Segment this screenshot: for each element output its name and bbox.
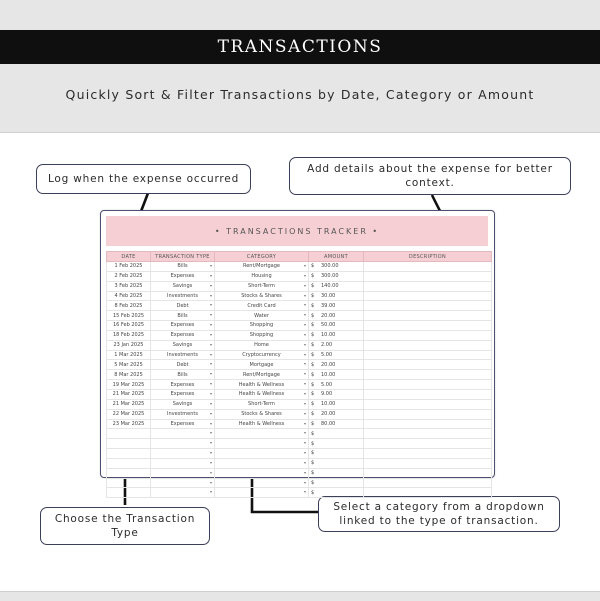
currency-symbol: $ [311, 479, 315, 486]
category-value: Water [254, 312, 269, 319]
description-cell[interactable] [364, 321, 492, 331]
amount-value: 30.00 [321, 292, 336, 299]
chevron-down-icon[interactable]: ▾ [303, 282, 306, 288]
category-value: Short-Term [248, 283, 275, 290]
amount-value: 10.00 [321, 332, 336, 339]
date-cell[interactable]: 1 Feb 2025 [107, 262, 151, 272]
amount-value: 2.00 [321, 342, 333, 349]
date-cell[interactable]: 18 Feb 2025 [107, 330, 151, 340]
chevron-down-icon[interactable]: ▾ [303, 430, 306, 436]
chevron-down-icon[interactable]: ▾ [209, 390, 212, 396]
transaction-type-value: Investments [167, 352, 198, 359]
currency-symbol: $ [311, 312, 315, 319]
currency-symbol: $ [311, 263, 315, 270]
chevron-down-icon[interactable]: ▾ [303, 410, 306, 416]
chevron-down-icon[interactable]: ▾ [303, 390, 306, 396]
chevron-down-icon[interactable]: ▾ [303, 400, 306, 406]
chevron-down-icon[interactable]: ▾ [303, 351, 306, 357]
table-row [107, 389, 492, 399]
category-value: Shopping [249, 332, 274, 339]
amount-cell[interactable] [309, 291, 364, 301]
transaction-type-value: Bills [177, 371, 188, 378]
chevron-down-icon[interactable]: ▾ [303, 450, 306, 456]
table-row [107, 360, 492, 370]
category-dropdown[interactable] [215, 409, 309, 419]
description-cell[interactable] [364, 449, 492, 459]
amount-value: 9.00 [321, 391, 333, 398]
chevron-down-icon[interactable]: ▾ [303, 263, 306, 268]
category-value: Housing [251, 273, 272, 280]
category-dropdown[interactable] [215, 439, 309, 449]
amount-cell[interactable] [309, 468, 364, 478]
chevron-down-icon[interactable]: ▾ [209, 400, 212, 406]
category-dropdown[interactable] [215, 262, 309, 272]
currency-symbol: $ [311, 361, 315, 368]
category-dropdown[interactable] [215, 291, 309, 301]
transaction-type-dropdown[interactable] [151, 321, 215, 331]
description-cell[interactable] [364, 271, 492, 281]
category-dropdown[interactable] [215, 340, 309, 350]
category-dropdown[interactable] [215, 311, 309, 321]
category-value: Short-Term [248, 401, 275, 408]
currency-symbol: $ [311, 470, 315, 477]
amount-value: 80.00 [321, 420, 336, 427]
amount-value: 300.00 [321, 263, 339, 270]
table-row [107, 488, 492, 498]
table-body [107, 262, 492, 498]
amount-cell[interactable] [309, 478, 364, 488]
category-value: Rent/Mortgage [242, 371, 281, 378]
amount-cell[interactable] [309, 360, 364, 370]
transaction-type-dropdown[interactable] [151, 478, 215, 488]
chevron-down-icon[interactable]: ▾ [209, 272, 212, 278]
transaction-type-dropdown[interactable] [151, 281, 215, 291]
chevron-down-icon[interactable]: ▾ [209, 282, 212, 288]
table-row [107, 439, 492, 449]
date-cell[interactable] [107, 458, 151, 468]
description-cell[interactable] [364, 409, 492, 419]
category-dropdown[interactable] [215, 360, 309, 370]
transaction-type-dropdown[interactable] [151, 409, 215, 419]
table-row [107, 271, 492, 281]
transaction-type-dropdown[interactable] [151, 301, 215, 311]
category-value: Health & Wellness [238, 391, 285, 398]
date-cell[interactable]: 21 Mar 2025 [107, 399, 151, 409]
currency-symbol: $ [311, 302, 315, 309]
transaction-type-value: Expenses [170, 381, 195, 388]
category-value: Home [254, 342, 269, 349]
date-cell[interactable]: 23 Jan 2025 [107, 340, 151, 350]
description-cell[interactable] [364, 478, 492, 488]
amount-cell[interactable] [309, 262, 364, 272]
amount-cell[interactable] [309, 330, 364, 340]
date-cell[interactable]: 15 Feb 2025 [107, 311, 151, 321]
amount-value: 5.00 [321, 381, 333, 388]
transaction-type-value: Savings [172, 342, 193, 349]
chevron-down-icon[interactable]: ▾ [209, 371, 212, 377]
currency-symbol: $ [311, 401, 315, 408]
chevron-down-icon[interactable]: ▾ [303, 479, 306, 485]
table-row [107, 409, 492, 419]
chevron-down-icon[interactable]: ▾ [209, 410, 212, 416]
table-row [107, 478, 492, 488]
amount-cell[interactable] [309, 380, 364, 390]
col-header-category[interactable]: CATEGORY [215, 252, 309, 262]
chevron-down-icon[interactable]: ▾ [209, 479, 212, 485]
chevron-down-icon[interactable]: ▾ [209, 381, 212, 387]
tracker-title: • TRANSACTIONS TRACKER • [106, 216, 488, 246]
chevron-down-icon[interactable]: ▾ [303, 312, 306, 318]
table-row [107, 350, 492, 360]
date-cell[interactable]: 16 Feb 2025 [107, 321, 151, 331]
transactions-table [106, 251, 492, 498]
category-value: Stocks & Shares [241, 292, 282, 299]
chevron-down-icon[interactable]: ▾ [209, 263, 212, 268]
date-cell[interactable] [107, 449, 151, 459]
date-cell[interactable]: 2 Feb 2025 [107, 271, 151, 281]
category-dropdown[interactable] [215, 429, 309, 439]
table-row [107, 380, 492, 390]
currency-symbol: $ [311, 322, 315, 329]
transaction-type-dropdown[interactable] [151, 399, 215, 409]
chevron-down-icon[interactable]: ▾ [209, 361, 212, 367]
chevron-down-icon[interactable]: ▾ [303, 440, 306, 446]
transaction-type-dropdown[interactable] [151, 271, 215, 281]
table-row [107, 468, 492, 478]
currency-symbol: $ [311, 283, 315, 290]
description-cell[interactable] [364, 380, 492, 390]
amount-cell[interactable] [309, 399, 364, 409]
amount-cell[interactable] [309, 419, 364, 429]
amount-cell[interactable] [309, 458, 364, 468]
callout-description: Add details about the expense for better context. [289, 157, 571, 195]
transaction-type-dropdown[interactable] [151, 360, 215, 370]
description-cell[interactable] [364, 389, 492, 399]
transaction-type-dropdown[interactable] [151, 449, 215, 459]
currency-symbol: $ [311, 489, 315, 496]
date-cell[interactable]: 8 Mar 2025 [107, 370, 151, 380]
currency-symbol: $ [311, 391, 315, 398]
amount-cell[interactable] [309, 439, 364, 449]
transaction-type-dropdown[interactable] [151, 380, 215, 390]
transaction-type-dropdown[interactable] [151, 340, 215, 350]
transaction-type-dropdown[interactable] [151, 330, 215, 340]
table-row [107, 330, 492, 340]
chevron-down-icon[interactable]: ▾ [303, 371, 306, 377]
amount-cell[interactable] [309, 370, 364, 380]
transaction-type-dropdown[interactable] [151, 468, 215, 478]
chevron-down-icon[interactable]: ▾ [303, 420, 306, 426]
chevron-down-icon[interactable]: ▾ [209, 322, 212, 328]
amount-cell[interactable] [309, 449, 364, 459]
currency-symbol: $ [311, 342, 315, 349]
chevron-down-icon[interactable]: ▾ [303, 469, 306, 475]
category-dropdown[interactable] [215, 419, 309, 429]
date-cell[interactable] [107, 478, 151, 488]
amount-value: 50.00 [321, 322, 336, 329]
chevron-down-icon[interactable]: ▾ [209, 440, 212, 446]
transaction-type-value: Expenses [170, 420, 195, 427]
category-value: Health & Wellness [238, 381, 285, 388]
chevron-down-icon[interactable]: ▾ [209, 459, 212, 465]
amount-cell[interactable] [309, 281, 364, 291]
amount-cell[interactable] [309, 321, 364, 331]
category-value: Health & Wellness [238, 420, 285, 427]
table-row [107, 370, 492, 380]
currency-symbol: $ [311, 273, 315, 280]
amount-cell[interactable] [309, 429, 364, 439]
amount-value: 300.00 [321, 273, 339, 280]
chevron-down-icon[interactable]: ▾ [209, 351, 212, 357]
chevron-down-icon[interactable]: ▾ [303, 272, 306, 278]
date-cell[interactable]: 23 Mar 2025 [107, 419, 151, 429]
chevron-down-icon[interactable]: ▾ [303, 331, 306, 337]
table-row [107, 301, 492, 311]
description-cell[interactable] [364, 458, 492, 468]
amount-cell[interactable] [309, 409, 364, 419]
chevron-down-icon[interactable]: ▾ [209, 450, 212, 456]
description-cell[interactable] [364, 468, 492, 478]
category-dropdown[interactable] [215, 321, 309, 331]
table-header-row [107, 252, 492, 262]
chevron-down-icon[interactable]: ▾ [303, 361, 306, 367]
amount-value: 5.00 [321, 352, 333, 359]
date-cell[interactable] [107, 488, 151, 498]
chevron-down-icon[interactable]: ▾ [209, 469, 212, 475]
page-subtitle: Quickly Sort & Filter Transactions by Date, Category or Amount [65, 87, 535, 102]
transaction-type-dropdown[interactable] [151, 311, 215, 321]
table-row [107, 458, 492, 468]
transaction-type-dropdown[interactable] [151, 291, 215, 301]
currency-symbol: $ [311, 381, 315, 388]
page-title: TRANSACTIONS [0, 30, 600, 64]
date-cell[interactable] [107, 468, 151, 478]
category-dropdown[interactable] [215, 370, 309, 380]
date-cell[interactable]: 5 Mar 2025 [107, 360, 151, 370]
currency-symbol: $ [311, 292, 315, 299]
transaction-type-dropdown[interactable] [151, 389, 215, 399]
date-cell[interactable]: 3 Feb 2025 [107, 281, 151, 291]
transaction-type-value: Expenses [170, 332, 195, 339]
chevron-down-icon[interactable]: ▾ [303, 459, 306, 465]
description-cell[interactable] [364, 281, 492, 291]
chevron-down-icon[interactable]: ▾ [209, 341, 212, 347]
transaction-type-dropdown[interactable] [151, 458, 215, 468]
amount-value: 20.00 [321, 411, 336, 418]
date-cell[interactable] [107, 429, 151, 439]
chevron-down-icon[interactable]: ▾ [303, 322, 306, 328]
description-cell[interactable] [364, 399, 492, 409]
category-dropdown[interactable] [215, 330, 309, 340]
category-value: Cryptocurrency [242, 352, 281, 359]
description-cell[interactable] [364, 360, 492, 370]
chevron-down-icon[interactable]: ▾ [209, 489, 212, 495]
table-row [107, 281, 492, 291]
col-header-date[interactable]: DATE [107, 252, 151, 262]
col-header-amount[interactable]: AMOUNT [309, 252, 364, 262]
chevron-down-icon[interactable]: ▾ [303, 341, 306, 347]
currency-symbol: $ [311, 450, 315, 457]
transaction-type-value: Bills [177, 312, 188, 319]
table-row [107, 340, 492, 350]
chevron-down-icon[interactable]: ▾ [303, 489, 306, 495]
transaction-type-dropdown[interactable] [151, 488, 215, 498]
amount-value: 10.00 [321, 401, 336, 408]
amount-cell[interactable] [309, 488, 364, 498]
amount-value: 20.00 [321, 312, 336, 319]
table-row [107, 399, 492, 409]
description-cell[interactable] [364, 439, 492, 449]
description-cell[interactable] [364, 419, 492, 429]
date-cell[interactable]: 21 Mar 2025 [107, 389, 151, 399]
currency-symbol: $ [311, 352, 315, 359]
table-row [107, 311, 492, 321]
chevron-down-icon[interactable]: ▾ [303, 292, 306, 298]
amount-value: 39.00 [321, 302, 336, 309]
category-dropdown[interactable] [215, 271, 309, 281]
date-cell[interactable] [107, 439, 151, 449]
category-dropdown[interactable] [215, 380, 309, 390]
currency-symbol: $ [311, 460, 315, 467]
chevron-down-icon[interactable]: ▾ [209, 331, 212, 337]
description-cell[interactable] [364, 301, 492, 311]
amount-value: 140.00 [321, 283, 339, 290]
transaction-type-value: Investments [167, 292, 198, 299]
transaction-type-value: Expenses [170, 322, 195, 329]
transaction-type-value: Savings [172, 401, 193, 408]
category-dropdown[interactable] [215, 301, 309, 311]
transaction-type-value: Expenses [170, 391, 195, 398]
category-dropdown[interactable] [215, 399, 309, 409]
description-cell[interactable] [364, 350, 492, 360]
transaction-type-value: Investments [167, 411, 198, 418]
date-cell[interactable]: 4 Feb 2025 [107, 291, 151, 301]
transaction-type-value: Debt [176, 302, 189, 309]
category-dropdown[interactable] [215, 350, 309, 360]
transaction-type-value: Bills [177, 263, 188, 270]
description-cell[interactable] [364, 370, 492, 380]
currency-symbol: $ [311, 440, 315, 447]
currency-symbol: $ [311, 411, 315, 418]
description-cell[interactable] [364, 429, 492, 439]
currency-symbol: $ [311, 420, 315, 427]
category-dropdown[interactable] [215, 281, 309, 291]
date-cell[interactable]: 19 Mar 2025 [107, 380, 151, 390]
chevron-down-icon[interactable]: ▾ [209, 420, 212, 426]
transaction-type-value: Expenses [170, 273, 195, 280]
callout-date: Log when the expense occurred [36, 164, 251, 194]
transaction-type-value: Debt [176, 361, 189, 368]
description-cell[interactable] [364, 330, 492, 340]
description-cell[interactable] [364, 311, 492, 321]
amount-value: 10.00 [321, 371, 336, 378]
chevron-down-icon[interactable]: ▾ [303, 302, 306, 308]
chevron-down-icon[interactable]: ▾ [209, 292, 212, 298]
chevron-down-icon[interactable]: ▾ [303, 381, 306, 387]
table-row [107, 449, 492, 459]
col-header-description[interactable]: DESCRIPTION [364, 252, 492, 262]
category-dropdown[interactable] [215, 488, 309, 498]
currency-symbol: $ [311, 371, 315, 378]
amount-cell[interactable] [309, 350, 364, 360]
category-dropdown[interactable] [215, 468, 309, 478]
transaction-type-value: Savings [172, 283, 193, 290]
table-row [107, 262, 492, 272]
table-row [107, 291, 492, 301]
currency-symbol: $ [311, 332, 315, 339]
category-dropdown[interactable] [215, 449, 309, 459]
footer-band [0, 591, 600, 601]
transaction-type-dropdown[interactable] [151, 350, 215, 360]
header-band [0, 0, 600, 133]
description-cell[interactable] [364, 488, 492, 498]
amount-cell[interactable] [309, 271, 364, 281]
chevron-down-icon[interactable]: ▾ [209, 302, 212, 308]
transaction-type-dropdown[interactable] [151, 429, 215, 439]
date-cell[interactable]: 1 Mar 2025 [107, 350, 151, 360]
chevron-down-icon[interactable]: ▾ [209, 312, 212, 318]
amount-cell[interactable] [309, 340, 364, 350]
amount-cell[interactable] [309, 389, 364, 399]
description-cell[interactable] [364, 291, 492, 301]
category-value: Rent/Mortgage [242, 263, 281, 270]
date-cell[interactable]: 8 Feb 2025 [107, 301, 151, 311]
category-value: Credit Card [247, 302, 276, 309]
category-dropdown[interactable] [215, 389, 309, 399]
category-dropdown[interactable] [215, 478, 309, 488]
category-value: Stocks & Shares [241, 411, 282, 418]
description-cell[interactable] [364, 262, 492, 272]
description-cell[interactable] [364, 340, 492, 350]
amount-cell[interactable] [309, 301, 364, 311]
date-cell[interactable]: 22 Mar 2025 [107, 409, 151, 419]
callout-type: Choose the Transaction Type [40, 507, 210, 545]
transaction-type-dropdown[interactable] [151, 370, 215, 380]
table-row [107, 419, 492, 429]
category-dropdown[interactable] [215, 458, 309, 468]
col-header-transaction-type[interactable]: TRANSACTION TYPE [151, 252, 215, 262]
amount-value: 20.00 [321, 361, 336, 368]
transaction-type-dropdown[interactable] [151, 439, 215, 449]
table-row [107, 429, 492, 439]
table-row [107, 321, 492, 331]
amount-cell[interactable] [309, 311, 364, 321]
currency-symbol: $ [311, 430, 315, 437]
transaction-type-dropdown[interactable] [151, 262, 215, 272]
chevron-down-icon[interactable]: ▾ [209, 430, 212, 436]
callout-category: Select a category from a dropdown linked to the type of transaction. [318, 496, 560, 532]
transaction-type-dropdown[interactable] [151, 419, 215, 429]
category-value: Mortgage [249, 361, 274, 368]
category-value: Shopping [249, 322, 274, 329]
transactions-tracker-sheet [100, 210, 495, 496]
